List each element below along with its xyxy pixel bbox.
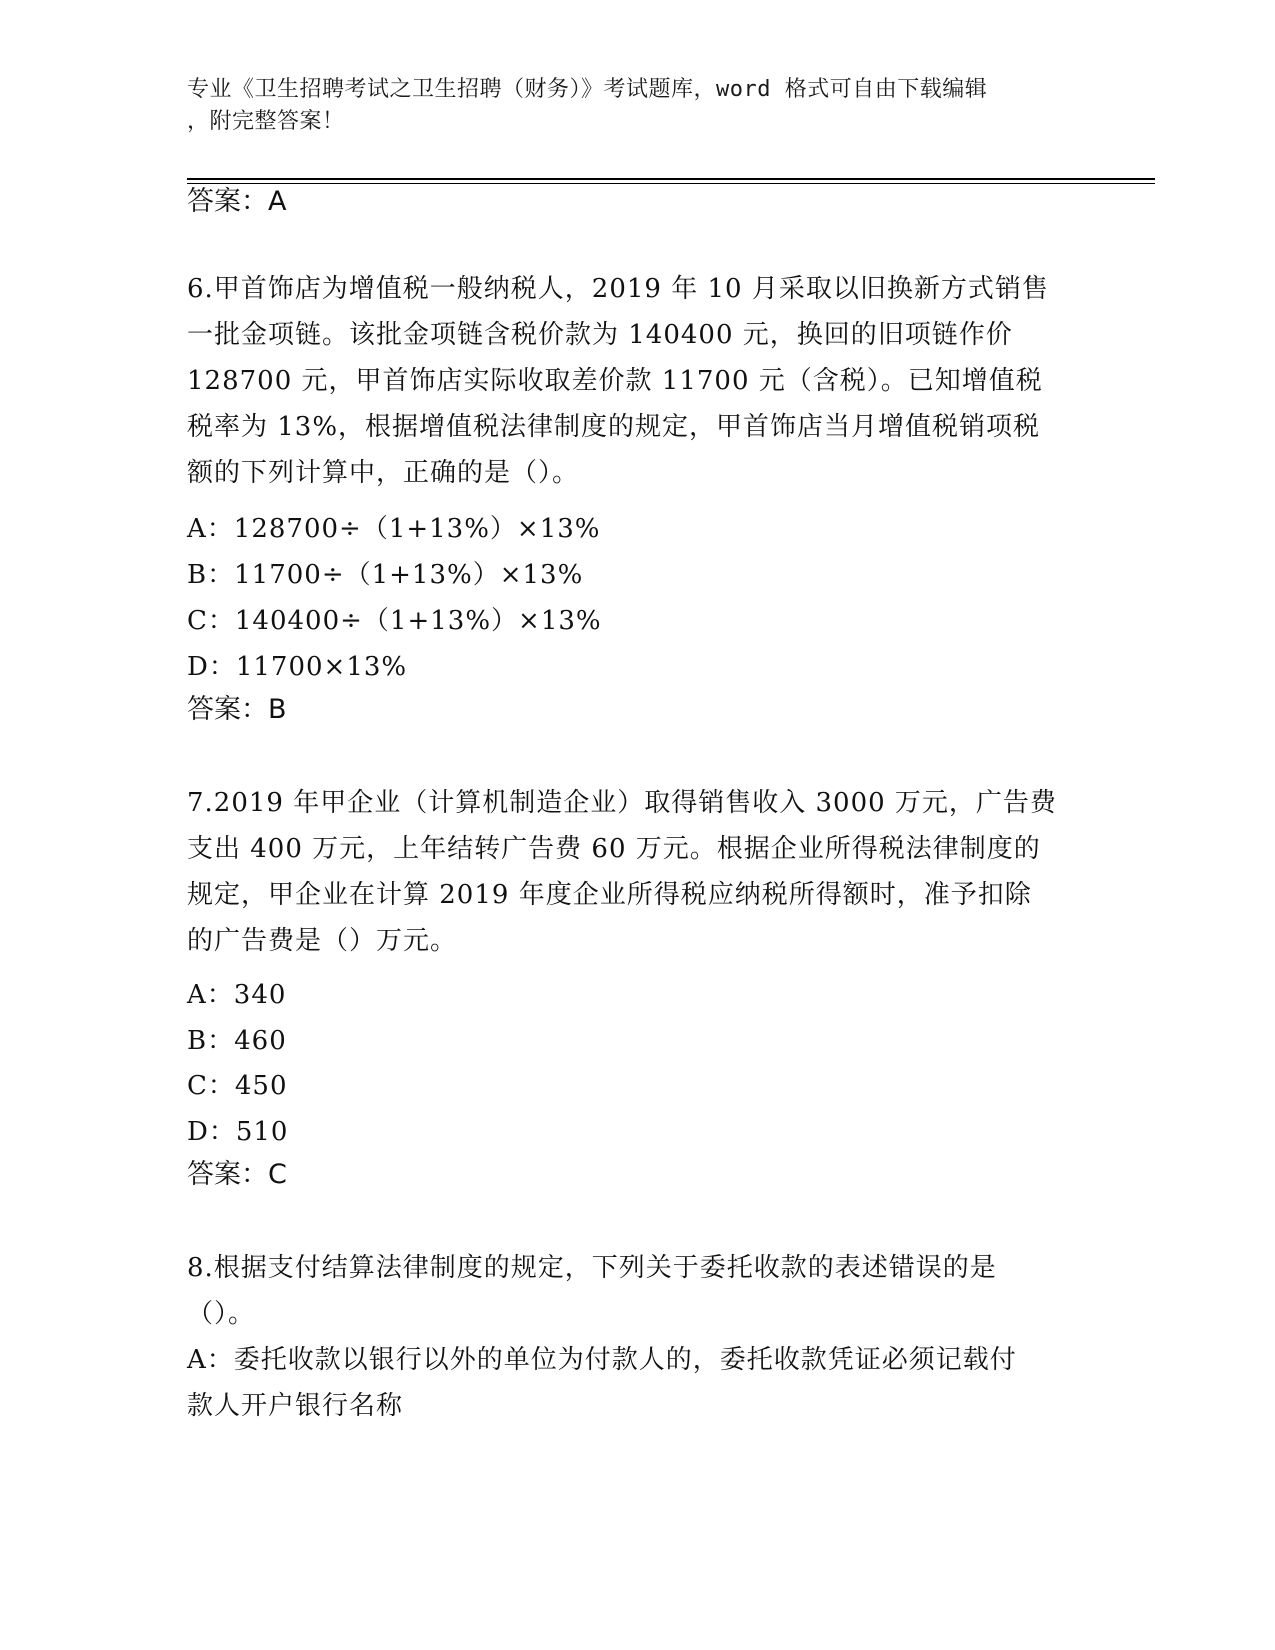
question-6-option-c: C：140400÷（1+13%）×13% [187,606,602,636]
question-6-option-b: B：11700÷（1+13%）×13% [187,560,584,590]
header-divider-thick [187,178,1155,180]
question-7-line-4: 的广告费是（）万元。 [187,926,458,956]
question-8-option-a [187,1337,1087,1429]
header-line-2: ，附完整答案！ [187,109,345,134]
question-7-line-1: 7.2019 年甲企业（计算机制造企业）取得销售收入 3000 万元，广告费 [187,788,1057,818]
question-7-option-d: D：510 [187,1117,289,1147]
question-7-line-2: 支出 400 万元，上年结转广告费 60 万元。根据企业所得税法律制度的 [187,834,1041,864]
question-6-answer: 答案：B [187,694,287,725]
header-divider-thin [187,183,1155,184]
question-6-option-d: D：11700×13% [187,652,408,682]
question-6-line-2: 一批金项链。该批金项链含税价款为 140400 元，换回的旧项链作价 [187,320,1013,350]
question-6-line-3: 128700 元，甲首饰店实际收取差价款 11700 元（含税）。已知增值税 [187,366,1043,396]
question-6-option-a: A：128700÷（1+13%）×13% [187,514,601,544]
question-8-option-a-line-2: 款人开户银行名称 [187,1391,404,1421]
question-8-line-1: 8.根据支付结算法律制度的规定，下列关于委托收款的表述错误的是 [187,1253,997,1283]
question-7 [187,780,1087,964]
previous-answer: 答案：A [187,186,287,217]
question-7-option-a: A：340 [187,980,287,1010]
question-7-line-3: 规定，甲企业在计算 2019 年度企业所得税应纳税所得额时，准予扣除 [187,880,1032,910]
question-6-line-4: 税率为 13%，根据增值税法律制度的规定，甲首饰店当月增值税销项税 [187,412,1041,442]
question-6 [187,266,1087,496]
question-7-answer: 答案：C [187,1159,287,1190]
document-header [187,74,1087,138]
question-7-option-b: B：460 [187,1026,287,1056]
question-8 [187,1245,1087,1337]
question-6-line-1: 6.甲首饰店为增值税一般纳税人，2019 年 10 月采取以旧换新方式销售 [187,274,1049,304]
header-line-1: 专业《卫生招聘考试之卫生招聘（财务）》考试题库，word 格式可自由下载编辑 [187,77,988,102]
question-7-option-c: C：450 [187,1071,288,1101]
question-8-option-a-line-1: A：委托收款以银行以外的单位为付款人的，委托收款凭证必须记载付 [187,1345,1017,1375]
question-8-line-2: （）。 [187,1299,256,1329]
question-6-line-5: 额的下列计算中，正确的是（）。 [187,458,580,488]
